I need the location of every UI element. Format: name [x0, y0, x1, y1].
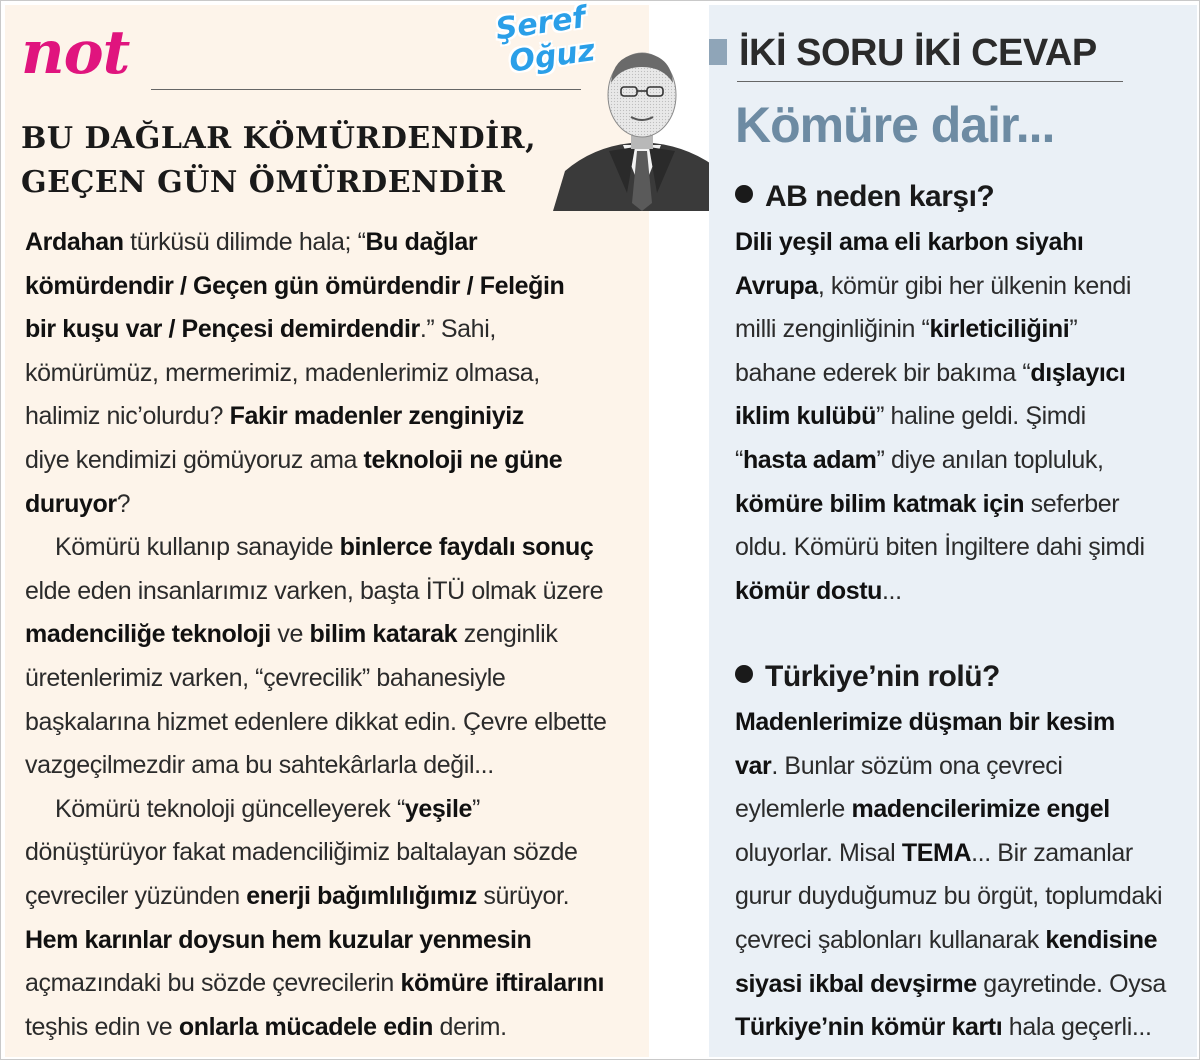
bold-run: yeşile [404, 794, 472, 823]
bold-run: Madenlerimize düşman bir kesim [735, 708, 1115, 736]
bold-run: bir kuşu var / Pençesi demirdendir [25, 315, 420, 344]
text-line [735, 483, 1195, 527]
text-line [25, 875, 637, 919]
text-line [735, 308, 1195, 352]
text-line [25, 395, 637, 439]
text-run: . Bunlar sözüm ona çevreci [771, 751, 1063, 780]
answer-2 [735, 701, 1195, 1050]
text-line [25, 1006, 637, 1050]
bold-run: kömürdendir / Geçen gün ömürdendir / Feleğin [25, 271, 565, 300]
text-line [25, 352, 637, 396]
text-line [735, 875, 1195, 919]
sidebar-headline: Kömüre dair... [735, 97, 1055, 153]
text-line [735, 1006, 1195, 1050]
column-body [25, 221, 637, 1049]
section-marker [709, 39, 727, 65]
text-line [25, 483, 637, 527]
text-line [735, 352, 1195, 396]
question-1-text: AB neden karşı? [765, 180, 995, 213]
bold-run: Avrupa [735, 271, 818, 300]
text-line [735, 963, 1195, 1007]
text-run: zenginlik [457, 620, 558, 649]
text-line [25, 526, 637, 570]
text-run: teşhis edin ve [25, 1012, 179, 1041]
bold-run: Bu dağlar [365, 228, 478, 256]
bullet-icon [735, 665, 753, 683]
text-run: ? [116, 489, 131, 518]
author-first-name: Şeref [493, 0, 588, 48]
text-line [25, 570, 637, 614]
bold-run: Türkiye’nin kömür kartı [735, 1013, 1003, 1042]
text-run: ve [270, 620, 310, 649]
author-last-name: Oğuz [507, 33, 598, 80]
text-run: kömürümüz, mermerimiz, madenlerimiz olmasa, [25, 358, 540, 387]
text-run: ... [882, 576, 902, 605]
text-run: ... Bir zamanlar [971, 838, 1133, 867]
bold-run: TEMA [901, 838, 972, 867]
bold-run: hasta adam [742, 445, 877, 474]
text-run: “ [735, 445, 743, 474]
text-line [25, 701, 637, 745]
bold-run: Dili yeşil ama eli karbon siyahı [735, 228, 1084, 256]
text-run: derim. [433, 1012, 507, 1041]
bold-run: kirleticiliğini [929, 315, 1070, 344]
answer-1 [735, 221, 1195, 613]
bold-run: onlarla mücadele edin [178, 1012, 434, 1041]
text-line [25, 613, 637, 657]
text-run: , kömür gibi her ülkenin kendi [817, 271, 1131, 300]
text-run: oldu. Kömürü biten İngiltere dahi şimdi [735, 533, 1145, 562]
text-run: eylemlerle [735, 795, 852, 824]
question-1 [735, 177, 994, 217]
bold-run: kömüre bilim katmak için [735, 489, 1025, 518]
text-run: ” [472, 794, 480, 823]
text-line [735, 788, 1195, 832]
text-run: Kömürü teknoloji güncelleyerek “ [55, 794, 405, 823]
bold-run: teknoloji ne güne [363, 445, 563, 474]
bold-run: kendisine [1045, 925, 1158, 954]
text-line [25, 308, 637, 352]
text-run: başkalarına hizmet edenlere dikkat edin. Çevre elbette [25, 707, 607, 736]
bold-run: madenciliğe teknoloji [25, 620, 271, 649]
column-headline [21, 117, 581, 205]
text-line [735, 919, 1195, 963]
bold-run: var [735, 751, 772, 780]
text-run: halimiz nic’olurdu? [25, 402, 230, 431]
bullet-icon [735, 185, 753, 203]
column-logo: not [21, 18, 130, 88]
text-run: vazgeçilmezdir ama bu sahtekârlarla değil... [25, 751, 494, 780]
text-run: açmazındaki bu sözde çevrecilerin [25, 969, 401, 998]
text-line [735, 701, 1195, 745]
text-line [735, 221, 1195, 265]
text-run: gayretinde. Oysa [976, 969, 1166, 998]
bold-run: siyasi ikbal devşirme [735, 969, 977, 998]
bold-run: duruyor [25, 489, 117, 518]
text-line [25, 744, 637, 788]
bold-run: kömür dostu [735, 576, 882, 605]
text-run: ” haline geldi. Şimdi [876, 402, 1086, 431]
bold-run: dışlayıcı [1030, 358, 1126, 387]
text-run: dönüştürüyor fakat madenciliğimiz baltalayan sözde [25, 838, 578, 867]
bold-run: Fakir madenler zenginiyiz [229, 402, 524, 431]
text-run: sürüyor. [476, 881, 570, 910]
bold-run: madencilerimize engel [851, 795, 1110, 824]
text-run: seferber [1024, 489, 1120, 518]
text-run: ” diye anılan topluluk, [876, 445, 1104, 474]
text-run: hala geçerli... [1002, 1013, 1152, 1042]
text-run: üretenlerimiz varken, “çevrecilik” bahanesiyle [25, 663, 506, 692]
bold-run: kömüre iftiralarını [400, 969, 605, 998]
text-line [735, 832, 1195, 876]
text-line [735, 395, 1195, 439]
text-line [25, 788, 637, 832]
header-rule [151, 89, 581, 90]
text-run: Kömürü kullanıp sanayide [55, 533, 340, 562]
bold-run: enerji bağımlılığımız [246, 881, 477, 910]
bold-run: Ardahan [25, 228, 124, 256]
text-line [735, 439, 1195, 483]
text-line [735, 745, 1195, 789]
text-run: çevreciler yüzünden [25, 881, 247, 910]
text-run: milli zenginliğinin “ [735, 315, 930, 344]
text-line [25, 439, 637, 483]
bold-run: binlerce faydalı sonuç [339, 533, 594, 562]
bold-run: iklim kulübü [735, 402, 877, 431]
text-line [25, 221, 637, 265]
bold-run: Hem karınlar doysun hem kuzular yenmesin [25, 925, 532, 954]
question-2-text: Türkiye’nin rolü? [765, 660, 1000, 693]
text-line [735, 526, 1195, 570]
text-run: gurur duyduğumuz bu örgüt, toplumdaki [735, 882, 1163, 911]
bold-run: bilim katarak [309, 620, 458, 649]
text-run: oluyorlar. Misal [735, 838, 902, 867]
text-run: .” Sahi, [419, 315, 496, 344]
headline-line-2: GEÇEN GÜN ÖMÜRDENDİR [21, 165, 506, 200]
text-run: elde eden insanlarımız varken, başta İTÜ olmak üzere [25, 576, 604, 605]
text-line [25, 919, 637, 963]
text-line [25, 265, 637, 309]
text-run: türküsü dilimde hala; “ [123, 228, 366, 256]
text-run: çevreci şablonları kullanarak [735, 925, 1046, 954]
sidebar-rule [737, 81, 1123, 82]
text-line [25, 831, 637, 875]
headline-line-1: BU DAĞLAR KÖMÜRDENDİR, [21, 121, 537, 156]
text-run: bahane ederek bir bakıma “ [735, 358, 1031, 387]
sidebar-section-title: İKİ SORU İKİ CEVAP [739, 32, 1097, 74]
question-2 [735, 657, 1000, 697]
text-run: ” [1069, 315, 1078, 344]
text-line [735, 265, 1195, 309]
text-line [25, 657, 637, 701]
text-run: diye kendimizi gömüyoruz ama [25, 445, 364, 474]
text-line [735, 570, 1195, 614]
text-line [25, 962, 637, 1006]
